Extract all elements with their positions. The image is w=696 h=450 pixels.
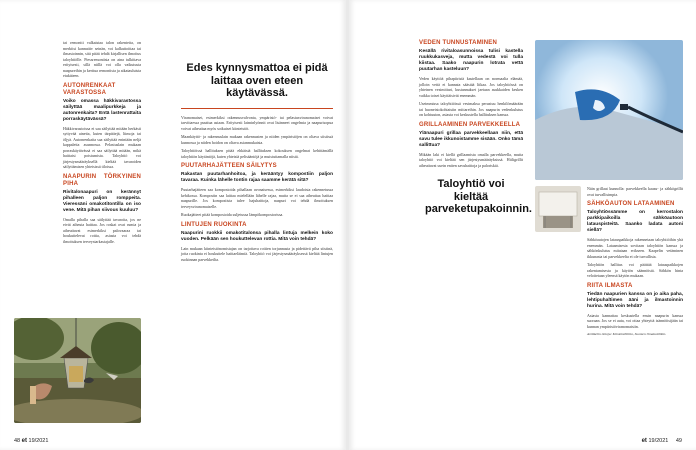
section-heading: AUTONRENKAAT VARASTOSSA bbox=[63, 82, 116, 96]
body-text: Taloyhtiöissä hallituksen pitää ehkäistä hallituksen kokouksen ongelmat kehittämällä taloyhtiön käytäntöjä, kuten yhteisiä pelisääntöjä ja muistuttamalla niistä. bbox=[181, 148, 333, 159]
section-lead: Taloyhtiössämme on kerrostalon parkkipaikoilla sähköautoon latauspisteitä. Saanko ladata autoni siellä? bbox=[587, 210, 683, 233]
bird-feeder-photo bbox=[14, 318, 141, 423]
balcony-photo bbox=[535, 186, 581, 232]
body-text: Sähköautojen latauspaikkoja rakennetaan taloyhtiöihin yhä enemmän. Lataamisesta sovitaan taloyhtiön kanssa ja sähkönkulutus mitataan erikseen. Kaapelin vetäminen ikkunasta tai parvekkeelta ei ole turvallista. bbox=[587, 237, 683, 259]
body-text: Mikään laki ei kiellä grillaamista omalla parvekkeella, mutta taloyhtiö voi kieltää sen järjestysmääräyksissä. Hiiligrillit aiheuttavat usein eniten savuhaittoja ja paloriskiä. bbox=[419, 151, 523, 168]
left-column-1 bbox=[63, 40, 141, 247]
ev-charging-photo bbox=[535, 40, 683, 180]
photo-caption: Näin grillaat kunnolla: parvekkeella kaasu- ja sähkögrillit ovat turvallisimpia. bbox=[587, 186, 683, 197]
page-folio-right bbox=[642, 438, 682, 444]
body-text: Maankäyttö- ja rakennuslain mukaan rakennusten ja niiden ympäristöjen on oltava siistissä kunnossa ja niiden hoidon on oltava asianmukaista. bbox=[181, 134, 333, 145]
body-text: Omalla pihalla saa säilyttää tavaroita, jos ne eivät aiheuta haittaa. Jos roskat ovat rumia ja aiheuttavat esimerkiksi palovaaraa tai houkuttelevat rottia, asiasta voi tehdä ilmoituksen terveystarkastajalle. bbox=[63, 216, 141, 244]
body-text: Ruokajätteet pitää kompostoida suljetussa lämpökompostorissa. bbox=[181, 212, 284, 217]
left-page bbox=[0, 0, 346, 450]
intro-text: tai remontti valkaistaa talon rakenteita, on merkitsi kannattiv seinän, voi kalkuttoittaa tai ilmastoinnin, sitä pitää tehdä kirjallisen ilmoitus taloyhtiölle. Piessremontista on aina tulkittava erityisesti, sillä niillä voi olla vaikutusta naapureihin ja kerttua remontista ja aikatauluista etukäteen. bbox=[63, 40, 141, 78]
section-heading: GRILLAAMINEN PARVEKKEELLA bbox=[419, 121, 521, 128]
charging-illustration bbox=[535, 40, 683, 180]
left-column-2 bbox=[181, 62, 333, 265]
body-text: Useimmissa taloyhtiöissä vesimaksu perustuu henkilömäärään tai huoneistokohtaisiin mittareihin. Jos naapurin vedenkulutus on kohtuuton, asiasta voi keskustella hallituksen kanssa. bbox=[419, 101, 523, 117]
issue-number: 19/2021 bbox=[28, 438, 49, 444]
footnote: Artikkelin tietoja: Kiinteistöliitto, Suomen Omakotiliitto. bbox=[587, 332, 667, 336]
section-heading: SÄHKÖAUTON LATAAMINEN bbox=[587, 201, 675, 207]
body-text: Asiasta kannattaa keskustella ensin naapurin kanssa suoraan. Jos se ei auta, voi ottaa yhteyttä isännöitsijään tai kunnan ympäristöviranomaisiin. bbox=[587, 312, 683, 329]
body-text: Häkkivarastoissa ei saa säilyttää mitään herkästi syttyvää ainetta, kuten tärpättejä, liimoja tai öljyä. Autonrenkaita saa säilyttää enintään neljä kappaletta asunnossa. Pelastuslain mukaan porraskäytävässä ei saa säilyttää mitään, mikä haittaisi poistumista. Taloyhtiö voi järjestysmääräyksellä kieltää tavaroiden säilyttämisen yhteisissä tiloissa. bbox=[63, 125, 141, 169]
body-text: Puutarhajätteen saa kompostoida pihallaan avonaisessa, esimerkiksi laudoista rakennetussa kehikossa. Kompostin saa laittaa mielellään lähelle rajaa, mutta se ei saa aiheuttaa haittaa naapurille. Jos kompostista tulee hajuhaittoja, naapuri voi tehdä ilmoituksen terveysviranomaiselle. bbox=[181, 187, 333, 209]
section-heading: NAAPURIN TÖRKYINEN PIHA bbox=[63, 173, 141, 187]
magazine-name: et bbox=[641, 438, 647, 444]
body-text: Veden käyttöä pihapiiristä kastellaan on normaalia elämää, jolloin vettä ei kannata säästää liikaa. Jos taloyhtiössä on yhteinen vesimittari, kustannukset jaetaan asukkaiden kesken vaikka toiset käyttäisivät enemmän. bbox=[419, 76, 523, 98]
right-page bbox=[349, 0, 696, 450]
headline: Edes kynnysmattoa ei pidä laittaa oven eteen käytävässä. bbox=[186, 62, 328, 99]
page-folio-left bbox=[14, 438, 48, 444]
bird-feeder-illustration bbox=[14, 318, 141, 423]
section-lead: Voiko omassa häkkivarastossa säilyttää maalipurkkeja ja autonrenkaita? Entä lastenrattaita porraskäytävässä? bbox=[63, 98, 141, 122]
right-column-1 bbox=[419, 40, 532, 216]
body-text: Taloyhtiön hallitus voi päättää latauspaikkojen rakentamisesta ja käytön säännöistä. Sähkön hinta veloitetaan yleensä käytön mukaan. bbox=[587, 262, 683, 278]
section-lead: Naapurini ruokkii omakotitalonsa pihalla lintuja melkein koko vuoden. Pelkään sen houkuttelevan rottia. Mitä voin tehdä? bbox=[181, 230, 333, 242]
section-heading: VEDEN TUNNUSTAMINEN bbox=[419, 40, 498, 46]
page-number: 48 bbox=[14, 438, 21, 444]
body-text: Viranomaiset, esimerkiksi rakennusvalvonta, ympäristö- tai pelastusviranomaiset voivat tarvittaessa puuttua asiaan. Erityisesti laiminlyönnit ovat lisänneet ongelmia ja naapurisopua voivat aiheuttaa myös sotkuiset kiinteistöt. bbox=[181, 114, 333, 131]
magazine-name: et bbox=[21, 438, 27, 444]
issue-number: 19/2021 bbox=[648, 438, 669, 444]
section-lead: Rakastan puutarhanhoitoa, ja kerääntyy kompostiin paljon tavaraa. Kuinka lähelle tontin rajaa saamme kerätä sitä? bbox=[181, 172, 333, 183]
section-lead: Kesällä rivitaloasunnoissa tulisi kastella ruukkukasveja, mutta vedestä voi tulla kiistaa. Saako naapurin lotrata vettä puutarhan kasteluun? bbox=[419, 49, 523, 72]
section-heading: RIITA ILMASTA bbox=[587, 282, 633, 289]
balcony-illustration bbox=[535, 186, 581, 232]
section-lead: Ylänaapuri grillaa parvekkeellaan niin, että savu tulee ikkunoistamme sisään. Onko tämä sallittua? bbox=[419, 130, 523, 148]
right-column-2 bbox=[587, 186, 683, 341]
section-lead: Tiedän naapurien kanssa on jo aika paha, lehtipuhaltimen ääni ja ilmastoinnin hurina. Mitä voin tehdä? bbox=[587, 291, 683, 309]
section-heading: LINTUJEN RUOKINTA bbox=[181, 221, 247, 228]
section-heading: PUUTARHAJÄTTEEN SÄILYTYS bbox=[181, 163, 277, 169]
pull-quote: Taloyhtiö voi kieltää parveketupakoinnin. bbox=[425, 178, 532, 215]
headline-rule bbox=[181, 108, 333, 109]
section-lead: Rivitalonaapuri on kerännyt pihalleen paljon romppeita. Vieressäni omakotitontilla on iso vene. Mitä pihan siivous kuuluu? bbox=[63, 189, 141, 213]
page-number: 49 bbox=[675, 438, 682, 444]
body-text: Lain mukaan kiinteistönomistajan on tarjottava rottien torjunnasta ja pidettävä piha siistinä, jotta ruokinta ei houkuttele haittaeläimiä. Taloyhtiö voi järjestysmääräyksessä kieltää lintujen ruokinnan parvekkeilta. bbox=[181, 245, 333, 262]
